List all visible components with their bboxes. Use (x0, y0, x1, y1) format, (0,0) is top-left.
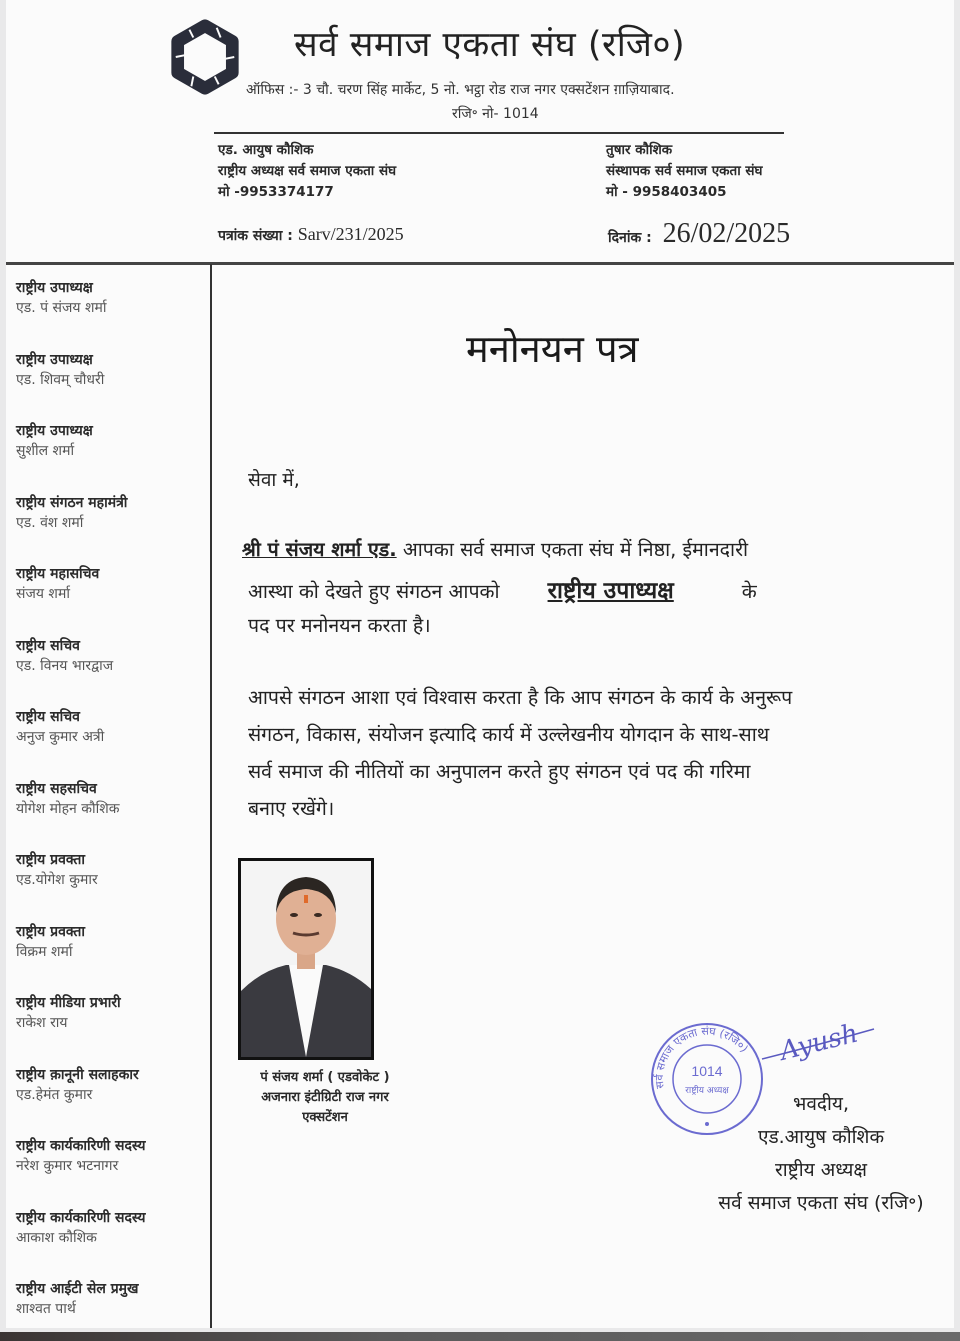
signature-text: Ayush (777, 1018, 862, 1067)
member-name: एड. वंश शर्मा (16, 514, 84, 531)
member-name: सुशील शर्मा (16, 443, 75, 459)
signatory-organization: सर्व समाज एकता संघ (रजि॰) (718, 1192, 924, 1214)
member-title: राष्ट्रीय सचिव (16, 637, 80, 654)
nomination-paragraph (242, 535, 942, 649)
bottom-edge (0, 1332, 960, 1341)
member-name: विक्रम शर्मा (16, 943, 73, 960)
signatory-designation: राष्ट्रीय अध्यक्ष (774, 1159, 868, 1181)
sidebar-member (16, 707, 206, 779)
member-name: एड.योगेश कुमार (16, 872, 98, 888)
sidebar-member (16, 350, 206, 422)
member-name: एड. विनय भारद्वाज (16, 657, 114, 674)
founder-name: तुषार कौशिक (606, 142, 673, 158)
para1-line2-text: आस्था को देखते हुए संगठन आपको (248, 580, 500, 603)
president-phone: मो -9953374177 (218, 184, 334, 200)
sidebar-member (16, 1065, 206, 1137)
photo-caption (218, 1068, 432, 1128)
member-title: राष्ट्रीय सहसचिव (16, 780, 97, 797)
salutation: सेवा में, (248, 469, 300, 491)
caption-line: पं संजय शर्मा ( एडवोकेट ) (260, 1070, 390, 1085)
nominee-photo (238, 858, 374, 1060)
sidebar-member (16, 278, 206, 350)
member-title: राष्ट्रीय उपाध्यक्ष (16, 351, 93, 368)
member-title: राष्ट्रीय सचिव (16, 709, 80, 725)
date-label: दिनांक : (608, 230, 652, 246)
document-heading: मनोनयन पत्र (466, 327, 639, 371)
letter-date (608, 218, 790, 250)
member-name: एड. शिवम् चौधरी (16, 371, 105, 388)
member-name: अनुज कुमार अत्री (16, 729, 105, 745)
member-title: राष्ट्रीय उपाध्यक्ष (16, 423, 93, 439)
unity-hands-logo-icon (166, 18, 244, 96)
founder-designation: संस्थापक सर्व समाज एकता संघ (606, 163, 763, 179)
founder-contact (606, 140, 763, 203)
nominee-name: श्री पं संजय शर्मा एड. (242, 538, 397, 561)
member-title: राष्ट्रीय कार्यकारिणी सदस्य (16, 1209, 146, 1226)
reference-label: पत्रांक संख्या : (218, 228, 293, 244)
signature-icon (758, 1015, 878, 1075)
president-name: एड. आयुष कौशिक (218, 142, 314, 158)
office-bearers-sidebar (16, 278, 206, 1328)
portrait-image-icon (241, 861, 371, 1057)
member-name: योगेश मोहन कौशिक (16, 800, 120, 817)
member-title: राष्ट्रीय कार्यकारिणी सदस्य (16, 1138, 146, 1154)
para1-line1-text: आपका सर्व समाज एकता संघ में निष्ठा, ईमानदारी (396, 538, 749, 561)
paragraph-line: संगठन, विकास, संयोजन इत्यादि कार्य में उल्लेखनीय योगदान के साथ-साथ (248, 723, 770, 746)
reference-number (218, 224, 404, 245)
member-title: राष्ट्रीय महासचिव (16, 566, 100, 582)
nominated-post: राष्ट्रीय उपाध्यक्ष (547, 578, 674, 604)
sidebar-member (16, 1208, 206, 1280)
header-divider (214, 132, 784, 134)
sidebar-member (16, 779, 206, 851)
sidebar-member (16, 1136, 206, 1208)
sidebar-member (16, 564, 206, 636)
sidebar-member (16, 850, 206, 922)
stamp-ring-text: सर्व समाज एकता संघ (रजि०) (652, 1024, 751, 1090)
paragraph-line: बनाए रखेंगे। (248, 797, 335, 820)
para1-line2-end: के (741, 580, 757, 603)
sidebar-member (16, 636, 206, 708)
svg-text:सर्व समाज एकता संघ (रजि०) (653, 1025, 751, 1090)
signatory-name: एड.आयुष कौशिक (757, 1126, 885, 1148)
stamp-inner-text: राष्ट्रीय अध्यक्ष (685, 1086, 729, 1096)
organization-name: सर्व समाज एकता संघ (रजि०) (294, 25, 686, 65)
member-title: राष्ट्रीय प्रवक्ता (16, 923, 86, 940)
reference-value: Sarv/231/2025 (297, 224, 404, 244)
member-title: राष्ट्रीय प्रवक्ता (16, 852, 86, 868)
office-address: ऑफिस :- 3 चौ. चरण सिंह मार्केट, 5 नो. भट्ठा रोड राज नगर एक्सटेंशन ग़ाज़ियाबाद. (246, 82, 675, 98)
sidebar-member (16, 493, 206, 565)
member-title: राष्ट्रीय मीडिया प्रभारी (16, 995, 121, 1011)
member-name: राकेश राय (16, 1015, 68, 1031)
para1-line3-text: पद पर मनोनयन करता है। (248, 614, 431, 637)
paragraph-line: आपसे संगठन आशा एवं विश्वास करता है कि आप संगठन के कार्य के अनुरूप (248, 686, 793, 709)
caption-line: एक्सटेंशन (302, 1110, 348, 1125)
president-designation: राष्ट्रीय अध्यक्ष सर्व समाज एकता संघ (218, 163, 397, 179)
sidebar-member (16, 1279, 206, 1328)
member-name: संजय शर्मा (16, 586, 70, 602)
member-name: नरेश कुमार भटनागर (16, 1158, 119, 1174)
closing-block (686, 1088, 954, 1220)
sidebar-divider (210, 264, 212, 1328)
registration-number: रजि॰ नो- 1014 (452, 106, 539, 122)
member-name: एड.हेमंत कुमार (16, 1086, 93, 1103)
member-name: एड. पं संजय शर्मा (16, 300, 107, 316)
president-contact (218, 140, 396, 203)
member-name: शाश्वत पार्थ (16, 1301, 76, 1317)
letterhead-divider (6, 262, 954, 265)
caption-line: अजनारा इंटीग्रिटी राज नगर (261, 1090, 389, 1105)
sidebar-member (16, 993, 206, 1065)
closing-regards: भवदीय, (793, 1093, 849, 1115)
sidebar-member (16, 421, 206, 493)
member-name: आकाश कौशिक (16, 1229, 97, 1246)
member-title: राष्ट्रीय आईटी सेल प्रमुख (16, 1281, 139, 1297)
sidebar-member (16, 922, 206, 994)
paragraph-line: सर्व समाज की नीतियों का अनुपालन करते हुए संगठन एवं पद की गरिमा (248, 760, 751, 783)
member-title: राष्ट्रीय क़ानूनी सलाहकार (16, 1066, 139, 1083)
letter-page (6, 0, 954, 1328)
founder-phone: मो - 9958403405 (606, 184, 727, 200)
date-value: 26/02/2025 (662, 218, 791, 249)
member-title: राष्ट्रीय उपाध्यक्ष (16, 280, 93, 296)
expectation-paragraph (248, 683, 948, 831)
member-title: राष्ट्रीय संगठन महामंत्री (16, 494, 128, 511)
stamp-number: 1014 (691, 1063, 723, 1079)
